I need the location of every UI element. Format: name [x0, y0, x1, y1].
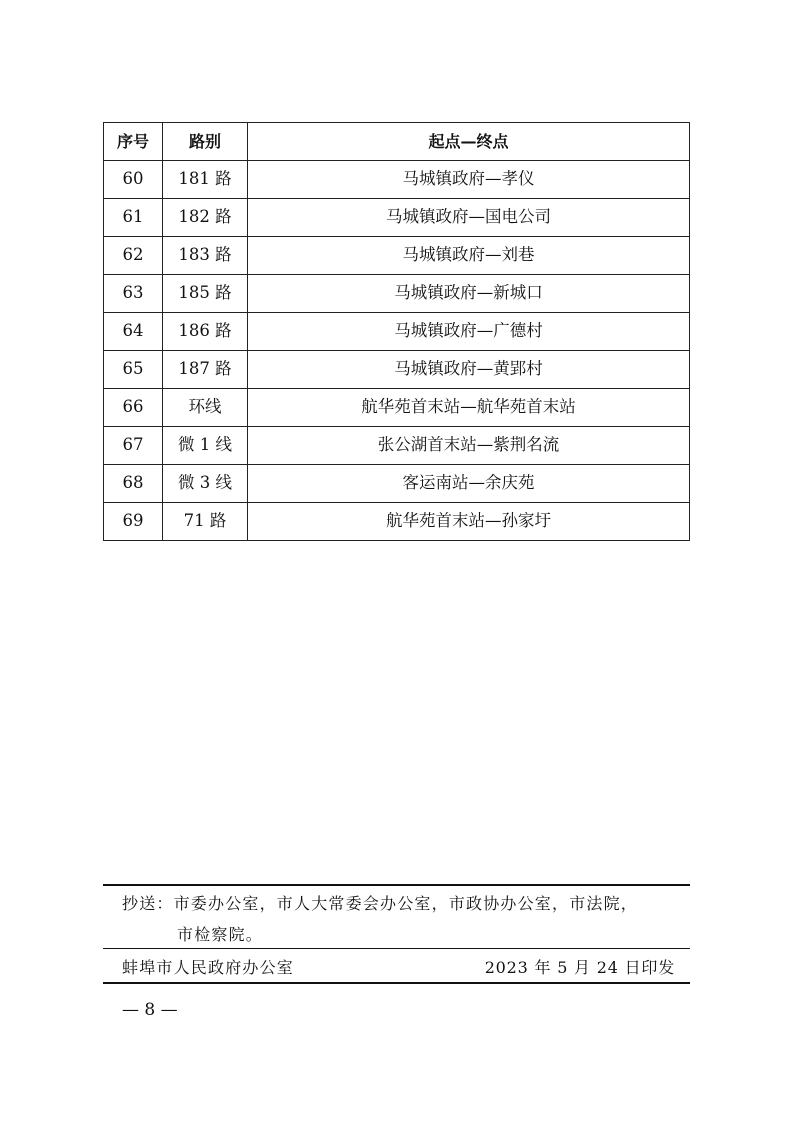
cell-ends: 航华苑首末站—孙家圩	[248, 503, 690, 541]
cell-route: 182 路	[163, 199, 248, 237]
cell-ends: 马城镇政府—黄郢村	[248, 351, 690, 389]
cell-ends: 马城镇政府—国电公司	[248, 199, 690, 237]
cell-route: 71 路	[163, 503, 248, 541]
cell-ends: 张公湖首末站—紫荆名流	[248, 427, 690, 465]
cell-no: 64	[104, 313, 163, 351]
cell-route: 185 路	[163, 275, 248, 313]
footer-bottom-divider	[103, 982, 690, 984]
page-number: — 8 —	[122, 1000, 178, 1020]
cell-route: 微 3 线	[163, 465, 248, 503]
header-no: 序号	[104, 123, 163, 161]
issuing-office: 蚌埠市人民政府办公室	[122, 958, 295, 977]
cell-route: 186 路	[163, 313, 248, 351]
cell-no: 66	[104, 389, 163, 427]
table-row	[104, 351, 690, 389]
cell-route: 环线	[163, 389, 248, 427]
table-row	[104, 275, 690, 313]
cell-route: 微 1 线	[163, 427, 248, 465]
cc-recipients-line-1: 抄送：市委办公室，市人大常委会办公室，市政协办公室，市法院，	[122, 894, 639, 913]
table-row	[104, 199, 690, 237]
cell-no: 60	[104, 161, 163, 199]
cell-route: 181 路	[163, 161, 248, 199]
cell-no: 62	[104, 237, 163, 275]
cell-ends: 马城镇政府—新城口	[248, 275, 690, 313]
route-table	[103, 122, 690, 541]
cell-no: 68	[104, 465, 163, 503]
cell-no: 67	[104, 427, 163, 465]
cell-no: 61	[104, 199, 163, 237]
table-row	[104, 427, 690, 465]
table-row	[104, 237, 690, 275]
cell-ends: 马城镇政府—广德村	[248, 313, 690, 351]
footer-top-divider	[103, 884, 690, 886]
cc-recipients-line-2: 市检察院。	[177, 925, 264, 944]
cell-route: 187 路	[163, 351, 248, 389]
cell-ends: 马城镇政府—孝仪	[248, 161, 690, 199]
cell-ends: 客运南站—余庆苑	[248, 465, 690, 503]
table-row	[104, 503, 690, 541]
print-date: 2023 年 5 月 24 日印发	[484, 958, 675, 977]
header-ends: 起点—终点	[248, 123, 690, 161]
table-header-row	[104, 123, 690, 161]
footer-middle-divider	[103, 948, 690, 949]
table-row	[104, 313, 690, 351]
table-row	[104, 465, 690, 503]
cell-no: 69	[104, 503, 163, 541]
table-row	[104, 389, 690, 427]
table-row	[104, 161, 690, 199]
cell-ends: 航华苑首末站—航华苑首末站	[248, 389, 690, 427]
cell-no: 63	[104, 275, 163, 313]
header-route: 路别	[163, 123, 248, 161]
cell-route: 183 路	[163, 237, 248, 275]
cell-ends: 马城镇政府—刘巷	[248, 237, 690, 275]
cell-no: 65	[104, 351, 163, 389]
